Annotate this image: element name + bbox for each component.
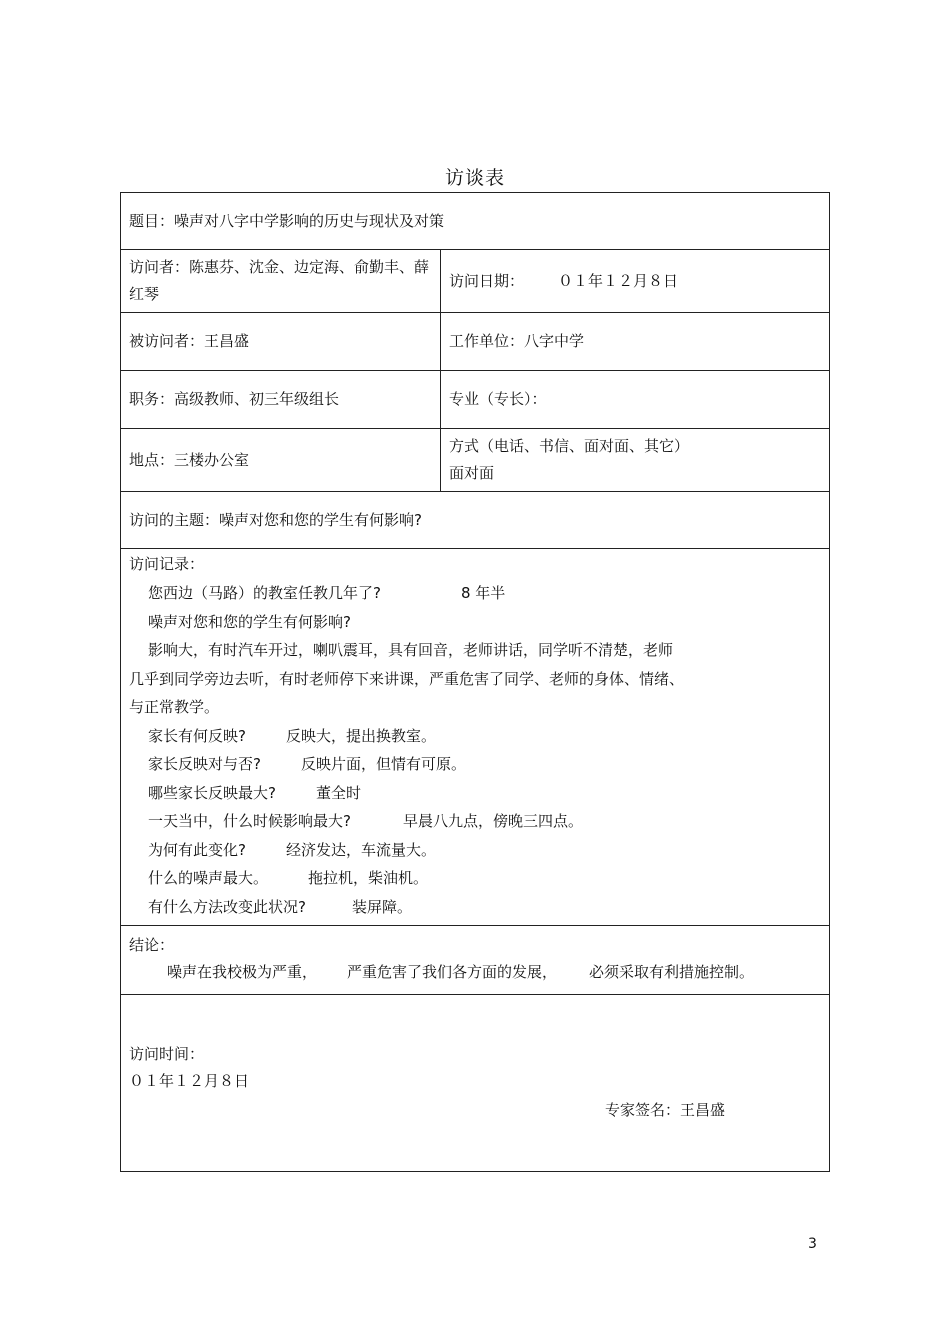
- record-question: 噪声对您和您的学生有何影响?: [148, 612, 351, 631]
- conclusion-text: [129, 959, 821, 986]
- topic-cell: 题目：噪声对八字中学影响的历史与现状及对策: [121, 193, 830, 250]
- visit-time-label: 访问时间：: [129, 1044, 205, 1063]
- record-question: 家长反映对与否?: [148, 755, 261, 773]
- record-answer: 早晨八九点，傍晚三四点。: [402, 812, 583, 830]
- location-cell: 地点：三楼办公室: [121, 429, 441, 492]
- record-question: 家长有何反映?: [148, 726, 246, 745]
- position-cell: 职务：高级教师、初三年级组长: [121, 371, 441, 429]
- visit-date-label: 访问日期：: [449, 271, 525, 290]
- theme-cell: 访问的主题：噪声对您和您的学生有何影响?: [121, 492, 830, 549]
- conclusion-part: 噪声在我校极为严重，: [167, 963, 318, 981]
- method-cell: [441, 429, 830, 492]
- record-question: 什么的噪声最大。: [148, 869, 269, 887]
- method-options: 方式（电话、书信、面对面、其它）: [449, 437, 690, 455]
- record-qa: [129, 579, 821, 608]
- conclusion-label: 结论：: [129, 936, 175, 954]
- record-qa: [129, 722, 821, 751]
- record-paragraph-line: 几乎到同学旁边去听，有时老师停下来讲课，严重危害了同学、老师的身体、情绪、: [129, 669, 685, 688]
- conclusion-part: 严重危害了我们各方面的发展，: [347, 963, 558, 981]
- record-qa: [129, 836, 821, 865]
- record-paragraph-line: 与正常教学。: [129, 698, 220, 716]
- conclusion-part: 必须采取有利措施控制。: [589, 963, 755, 981]
- record-answer: 反映片面，但情有可原。: [300, 755, 466, 773]
- visit-date-cell: [441, 250, 830, 313]
- record-answer: 反映大，提出换教室。: [285, 726, 436, 745]
- visit-time-value: ０１年１２月８日: [129, 1071, 250, 1090]
- record-question: 有什么方法改变此状况?: [148, 897, 306, 916]
- interviewers-cell: 访问者：陈惠芬、沈金、边定海、俞勤丰、薛红琴: [121, 250, 441, 313]
- record-answer: 装屏障。: [351, 897, 412, 916]
- method-selected: 面对面: [449, 464, 495, 482]
- interview-form-table: [120, 192, 830, 1172]
- visit-date-value: ０１年１２月８日: [558, 271, 679, 290]
- record-label: 访问记录：: [129, 555, 205, 573]
- record-question: 为何有此变化?: [148, 840, 246, 859]
- record-qa: [129, 750, 821, 779]
- record-question: 您西边（马路）的教室任教几年了?: [148, 584, 381, 602]
- record-answer: 拖拉机，柴油机。: [308, 869, 429, 887]
- record-answer: 8 年半: [460, 584, 506, 602]
- page-title: 访谈表: [444, 167, 505, 189]
- record-cell: [121, 549, 830, 926]
- visit-time-cell: [121, 995, 830, 1172]
- record-qa: [129, 779, 821, 808]
- page-number: 3: [808, 1236, 817, 1252]
- record-question: 哪些家长反映最大?: [148, 783, 276, 802]
- expert-signature: 专家签名：王昌盛: [604, 1100, 725, 1119]
- interviewee-cell: 被访问者：王昌盛: [121, 313, 441, 371]
- record-qa: [129, 807, 821, 836]
- record-answer: 董全时: [315, 783, 361, 802]
- record-paragraph-line: 影响大，有时汽车开过，喇叭震耳，具有回音，老师讲话，同学听不清楚，老师: [148, 641, 674, 659]
- specialty-cell: 专业（专长）：: [441, 371, 830, 429]
- work-unit-cell: 工作单位：八字中学: [441, 313, 830, 371]
- record-answer: 经济发达，车流量大。: [285, 840, 436, 859]
- record-qa: [129, 893, 821, 922]
- record-qa: [129, 864, 821, 893]
- conclusion-cell: [121, 926, 830, 995]
- record-question: 一天当中，什么时候影响最大?: [148, 812, 351, 830]
